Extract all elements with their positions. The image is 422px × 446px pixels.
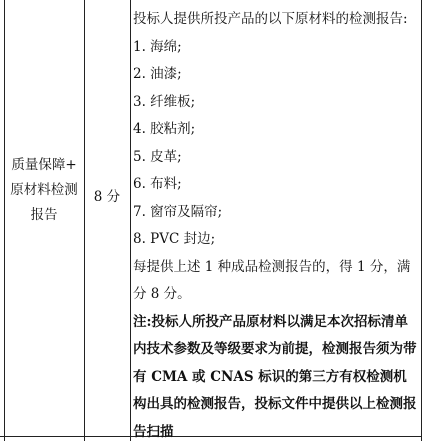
note-text: 注:投标人所投产品原材料以满足本次招标清单内技术参数及等级要求为前提，检测报告须为带有 CMA 或 CNAS 标识的第三方有权检测机构出具的检测报告，投标文件中提供以上检测报告扫描: [133, 309, 419, 446]
material-item: 3. 纤维板;: [133, 89, 419, 117]
criteria-cell: [133, 6, 419, 446]
material-item: 5. 皮革;: [133, 144, 419, 172]
item-name-line: 质量保障+: [6, 153, 82, 178]
item-name-line: 原材料检测: [6, 178, 82, 203]
column-divider-2: [130, 0, 131, 441]
material-item: 8. PVC 封边;: [133, 226, 419, 254]
score-cell: 8 分: [86, 185, 128, 205]
material-item: 6. 布料;: [133, 171, 419, 199]
table-border-left: [4, 0, 5, 441]
scoring-rule: 每提供上述 1 种成品检测报告的，得 1 分，满分 8 分。: [133, 254, 419, 309]
item-name-cell: [6, 153, 82, 228]
column-divider-1: [84, 0, 85, 441]
item-name-line: 报告: [6, 203, 82, 228]
material-item: 4. 胶粘剂;: [133, 116, 419, 144]
material-item: 2. 油漆;: [133, 61, 419, 89]
criteria-intro: 投标人提供所投产品的以下原材料的检测报告:: [133, 6, 419, 34]
material-item: 1. 海绵;: [133, 34, 419, 62]
material-item: 7. 窗帘及隔帘;: [133, 199, 419, 227]
